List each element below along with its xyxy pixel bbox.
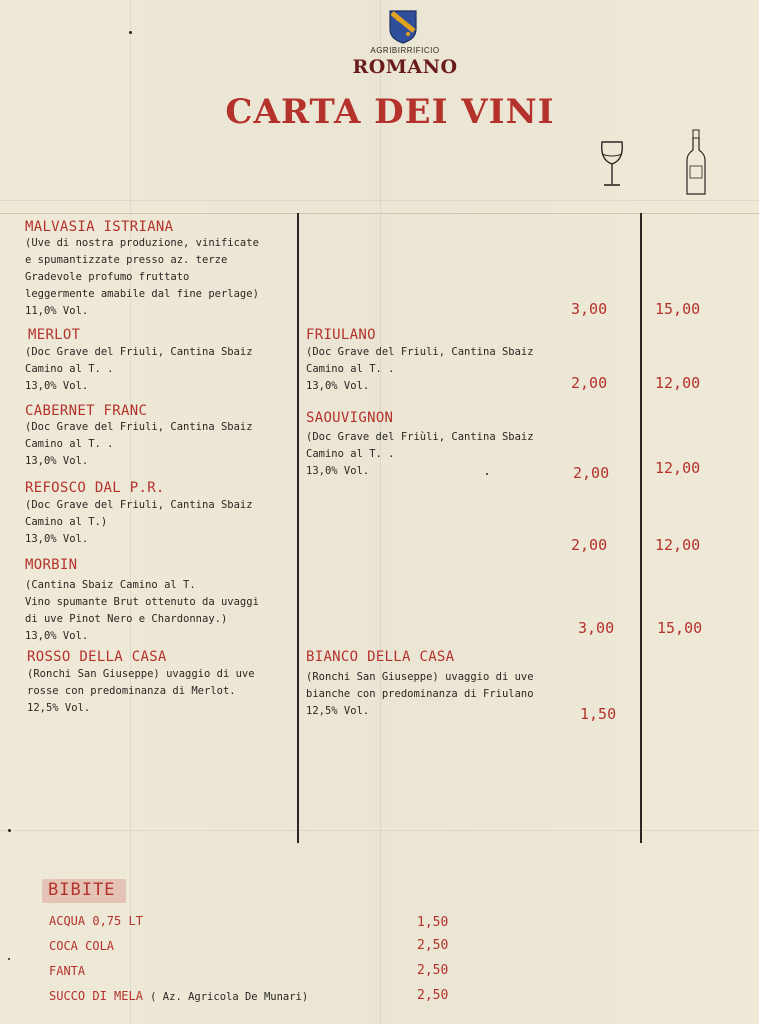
wine-description: (Doc Grave del Friuli, Cantina Sbaiz Camino al T.) 13,0% Vol.: [25, 499, 253, 545]
drink-name: COCA COLA: [49, 939, 115, 953]
page-title: CARTA DEI VINI: [225, 92, 555, 132]
wine-name: CABERNET FRANC: [25, 403, 148, 419]
glass-price: 3,00: [578, 619, 615, 637]
wine-name: MORBIN: [25, 557, 78, 573]
wine-name: ROSSO DELLA CASA: [27, 649, 167, 665]
wine-description: (Uve di nostra produzione, vinificate e spumantizzate presso az. terze Gradevole profumo fruttato leggermente amabile dal fine perlage) 11,0% Vol.: [25, 237, 259, 317]
glass-price: 1,50: [580, 705, 617, 723]
wine-description: (Ronchi San Giuseppe) uvaggio di uve bianche con predominanza di Friulano 12,5% Vol.: [306, 671, 534, 717]
bibite-title: BIBITE: [48, 880, 116, 900]
glass-price: 2,00: [571, 536, 608, 554]
drink-name: FANTA: [49, 964, 86, 978]
wine-name: MALVASIA ISTRIANA: [25, 219, 174, 235]
drink-price: 2,50: [417, 938, 449, 953]
paper-speck: [129, 31, 132, 34]
paper-speck: [486, 473, 488, 475]
wine-name: BIANCO DELLA CASA: [306, 649, 455, 665]
drink-label: SUCCO DI MELA: [49, 989, 143, 1003]
wine-name: MERLOT: [28, 327, 81, 343]
table-top-rule: [0, 213, 759, 214]
bottle-price: 12,00: [655, 459, 701, 477]
column-divider: [297, 213, 299, 843]
shield-logo-icon: [388, 9, 418, 45]
wine-description: (Doc Grave del Friùli, Cantina Sbaiz Camino al T. . 13,0% Vol.: [306, 431, 534, 477]
bottle-price: 15,00: [655, 300, 701, 318]
wine-description: (Doc Grave del Friuli, Cantina Sbaiz Camino al T. . 13,0% Vol.: [25, 346, 253, 392]
wine-glass-icon: [598, 138, 626, 190]
drink-name: ACQUA 0,75 LT: [49, 914, 143, 928]
wine-description: (Doc Grave del Friuli, Cantina Sbaiz Camino al T. . 13,0% Vol.: [25, 421, 253, 467]
wine-description: (Doc Grave del Friuli, Cantina Sbaiz Camino al T. . 13,0% Vol.: [306, 346, 534, 392]
drink-price: 2,50: [417, 963, 449, 978]
brand-name: ROMANO: [352, 56, 458, 78]
drink-note: ( Az. Agricola De Munari): [150, 991, 309, 1003]
drink-name: [49, 989, 308, 1003]
glass-price: 3,00: [571, 300, 608, 318]
drink-price: 1,50: [417, 915, 449, 930]
wine-name: SAOUVIGNON: [306, 410, 394, 426]
wine-name: FRIULANO: [306, 327, 376, 343]
column-divider: [640, 213, 642, 843]
wine-description: (Cantina Sbaiz Camino al T. Vino spumante Brut ottenuto da uvaggi di uve Pinot Nero e Chardonnay.) 13,0% Vol.: [25, 579, 259, 642]
paper-speck: [8, 958, 10, 960]
paper-speck: [8, 829, 11, 832]
paper-fold: [380, 0, 381, 1024]
wine-description: (Ronchi San Giuseppe) uvaggio di uve rosse con predominanza di Merlot. 12,5% Vol.: [27, 668, 255, 714]
wine-name: REFOSCO DAL P.R.: [25, 480, 165, 496]
bottle-price: 15,00: [657, 619, 703, 637]
brand-subtitle: AGRIBIRRIFICIO: [370, 46, 440, 55]
glass-price: 2,00: [571, 374, 608, 392]
bottle-price: 12,00: [655, 374, 701, 392]
bottle-price: 12,00: [655, 536, 701, 554]
wine-bottle-icon: [684, 128, 708, 198]
drink-price: 2,50: [417, 988, 449, 1003]
glass-price: 2,00: [573, 464, 610, 482]
